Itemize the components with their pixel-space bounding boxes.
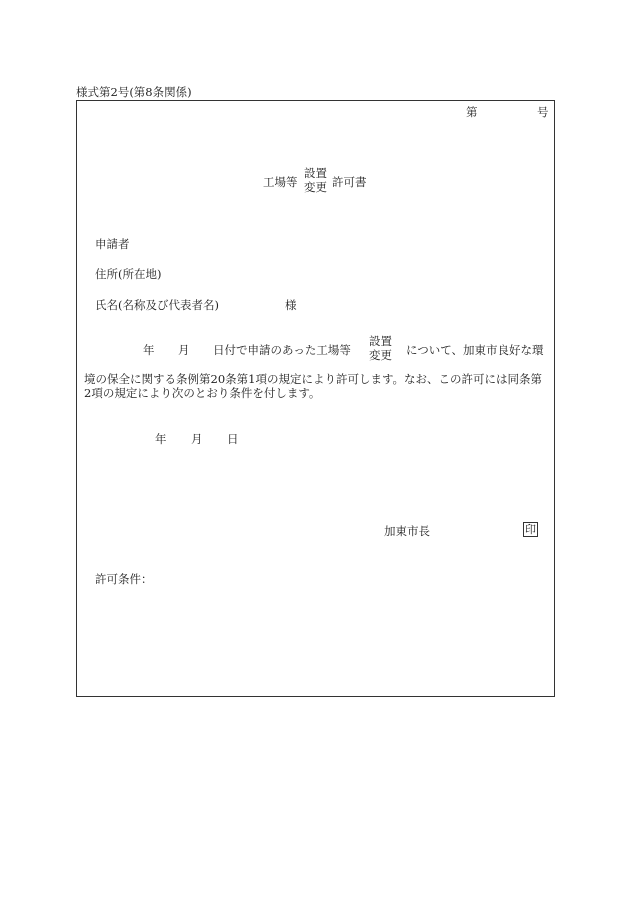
body-option-top: 設置 — [369, 334, 392, 348]
title-option-top: 設置 — [304, 166, 327, 180]
issue-date-year: 年 — [155, 432, 167, 446]
body-line1-mid: 日付で申請のあった工場等 — [213, 343, 351, 357]
title-option-stack — [304, 166, 327, 194]
body-line1-end: について、加東市良好な環 — [406, 343, 544, 357]
seal-mark: 印 — [525, 523, 536, 536]
form-label: 様式第2号(第8条関係) — [76, 85, 192, 99]
title-prefix: 工場等 — [263, 175, 298, 189]
title-suffix: 許可書 — [332, 175, 367, 189]
issuer-title: 加東市長 — [384, 524, 430, 538]
number-go: 号 — [537, 105, 549, 119]
number-dai: 第 — [466, 105, 478, 119]
title-option-bottom: 変更 — [304, 180, 327, 194]
address-label: 住所(所在地) — [95, 267, 162, 281]
body-line2: 境の保全に関する条例第20条第1項の規定により許可します。なお、この許可には同条第 — [84, 372, 543, 386]
body-option-stack — [369, 334, 392, 362]
body-line3: 2項の規定により次のとおり条件を付します。 — [84, 386, 321, 400]
name-label: 氏名(名称及び代表者名) — [95, 298, 219, 312]
body-option-bottom: 変更 — [369, 348, 392, 362]
body-date-month: 月 — [178, 343, 190, 357]
conditions-label: 許可条件： — [95, 572, 153, 586]
body-date-year: 年 — [143, 343, 155, 357]
honorific: 様 — [285, 298, 297, 312]
applicant-heading: 申請者 — [95, 237, 130, 251]
issue-date-day: 日 — [227, 432, 239, 446]
issue-date-month: 月 — [191, 432, 203, 446]
